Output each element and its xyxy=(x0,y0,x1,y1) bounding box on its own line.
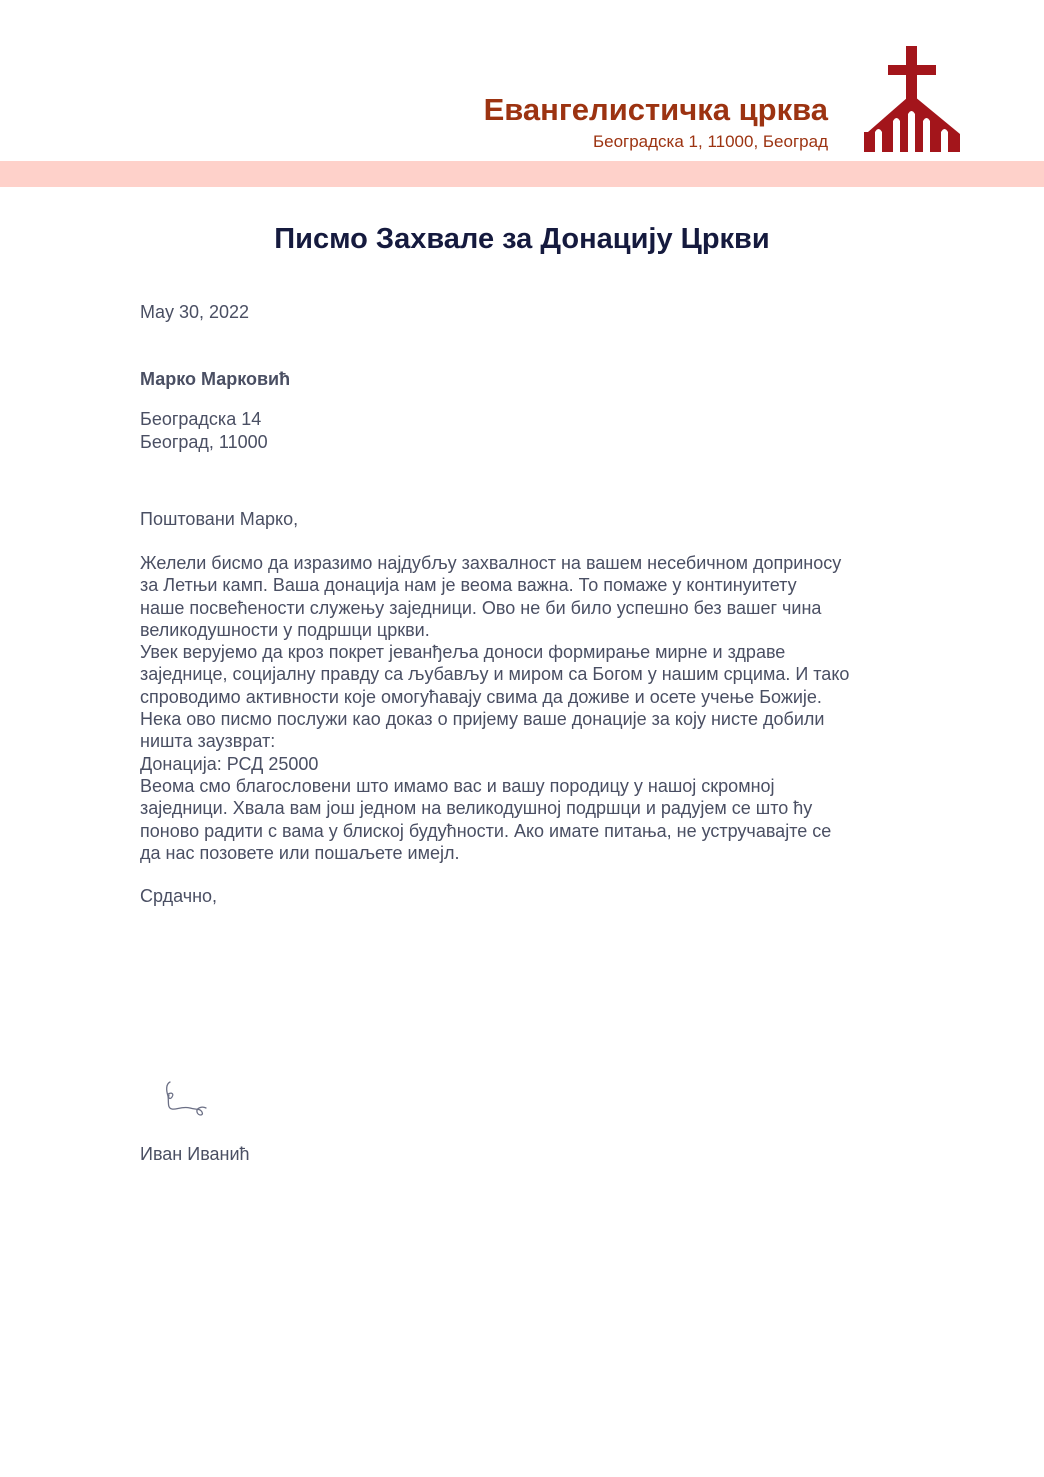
body-line: заједнице, социјалну правду са љубављу и миром са Богом у нашим срцима. И тако xyxy=(140,664,850,685)
letter-body xyxy=(140,552,930,864)
handwritten-signature xyxy=(160,1078,214,1118)
body-line: Нека ово писмо послужи као доказ о пријему ваше донације за коју нисте добили xyxy=(140,709,825,730)
body-line: ништа заузврат: xyxy=(140,731,276,752)
body-line: Желели бисмо да изразимо најдубљу захвалност на вашем несебичном доприносу xyxy=(140,553,842,573)
body-line: поново радити с вама у блиској будућности. Ако имате питања, не устручавајте се xyxy=(140,820,832,841)
recipient-address-line: Београд, 11000 xyxy=(140,431,268,452)
body-line: Веома смо благословени што имамо вас и вашу породицу у нашој скромној xyxy=(140,775,775,796)
recipient-name: Марко Марковић xyxy=(140,369,291,389)
body-line: за Летњи камп. Ваша донација нам је веома важна. То помаже у континуитету xyxy=(140,575,797,596)
body-line: заједници. Хвала вам још једном на великодушној подршци и радујем се што ћу xyxy=(140,798,813,819)
header-band xyxy=(0,161,1044,187)
closing: Срдачно, xyxy=(140,886,218,906)
salutation: Поштовани Марко, xyxy=(140,509,299,529)
body-line: великодушности у подршци цркви. xyxy=(140,619,430,640)
recipient-address-line: Београдска 14 xyxy=(140,409,262,429)
donation-amount-line: Донација: РСД 25000 xyxy=(140,753,319,774)
signer-name: Иван Иванић xyxy=(140,1144,250,1164)
recipient-address xyxy=(140,408,268,453)
body-line: спроводимо активности које омогућавају свима да доживе и осете учење Божије. xyxy=(140,686,822,707)
body-line: наше посвећености служењу заједници. Ово не би било успешно без вашег чина xyxy=(140,597,822,618)
church-cross-icon xyxy=(864,46,960,154)
body-line: Увек верујемо да кроз покрет јеванђеља доноси формирање мирне и здраве xyxy=(140,642,786,663)
organization-address: Београдска 1, 11000, Београд xyxy=(592,132,828,151)
body-line: да нас позовете или пошаљете имејл. xyxy=(140,842,460,863)
letter-date: May 30, 2022 xyxy=(140,302,250,322)
organization-name: Евангелистичка црква xyxy=(483,92,828,127)
letter-title: Писмо Захвале за Донацију Цркви xyxy=(274,223,770,255)
